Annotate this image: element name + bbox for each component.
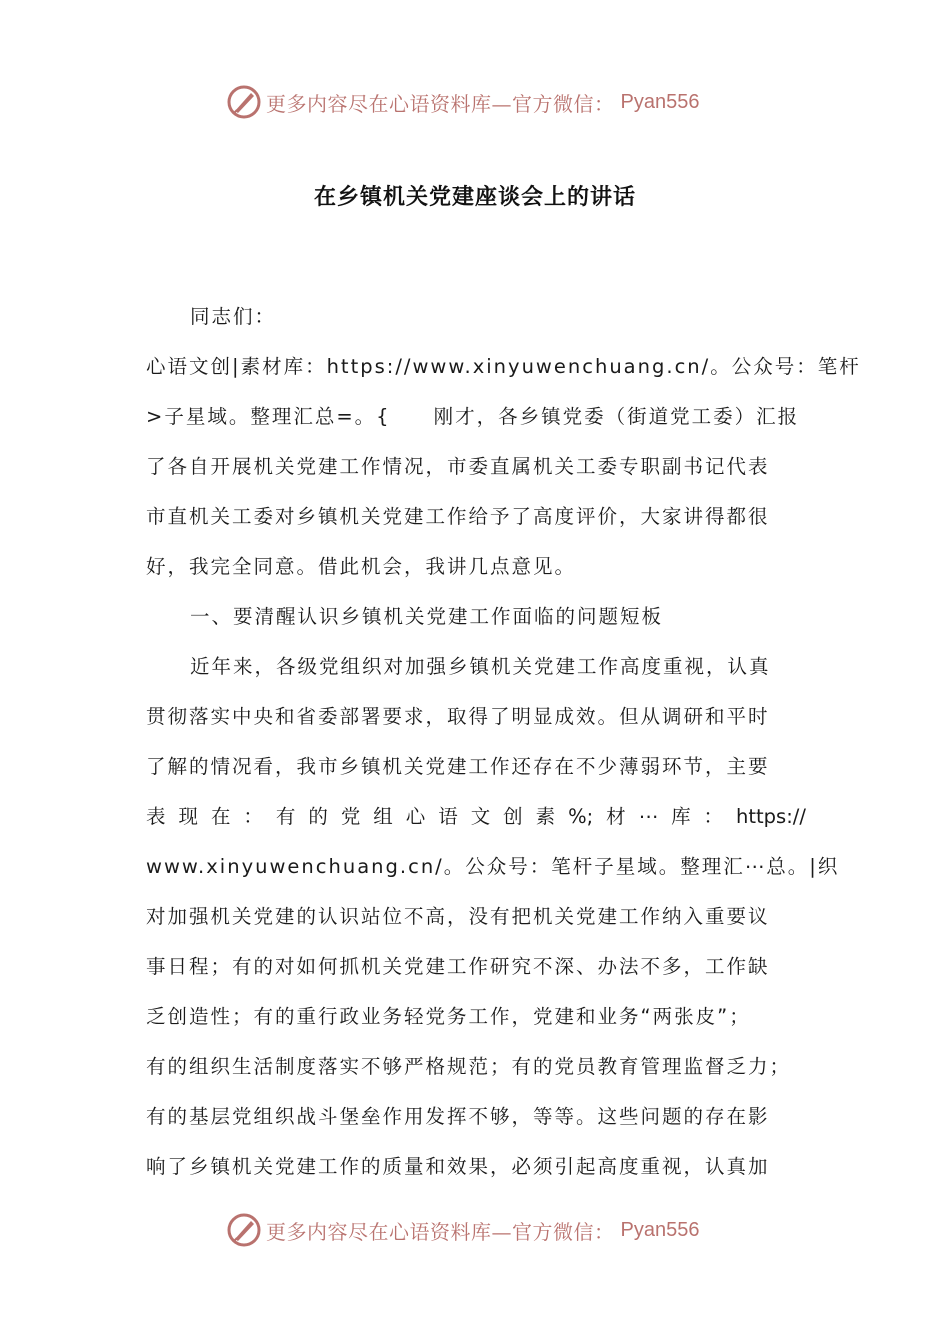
text-line: 同志们： [190,305,277,328]
text-line: 对加强机关党建的认识站位不高，没有把机关党建工作纳入重要议 [146,905,770,928]
text-line: 了各自开展机关党建工作情况，市委直属机关工委专职副书记代表 [146,455,770,478]
text-line: >子星域。整理汇总=。{ 刚才，各乡镇党委（街道党工委）汇报 [146,405,800,428]
section-heading: 一、要清醒认识乡镇机关党建工作面临的问题短板 [190,605,664,628]
char: 库 [671,805,691,828]
text-line: 有的基层党组织战斗堡垒作用发挥不够，等等。这些问题的存在影 [146,1105,770,1128]
char: 现 [178,805,198,828]
char: 材 [606,805,626,828]
text-line: 乏创造性；有的重行政业务轻党务工作，党建和业务“两张皮”； [146,1005,751,1028]
char: ： [243,805,263,828]
char: 在 [210,805,231,828]
document-title: 在乡镇机关党建座谈会上的讲话 [313,185,636,210]
text-line: 好，我完全同意。借此机会，我讲几点意见。 [146,555,577,578]
watermark-handle: Pyan556 [620,1218,700,1241]
quill-logo-icon [226,84,262,120]
char: 表 [146,805,166,828]
quill-logo-icon [226,1212,262,1248]
text-line: www.xinyuwenchuang.cn/。公众号：笔杆子星域。整理汇⋯总。|织 [146,855,840,878]
text-line: 了解的情况看，我市乡镇机关党建工作还存在不少薄弱环节，主要 [146,755,770,778]
text-line: 心语文创|素材库：https://www.xinyuwenchuang.cn/。公众号：笔杆 [146,355,861,378]
document-body [146,292,861,1192]
char: 语 [438,805,458,828]
text-line: 市直机关工委对乡镇机关党建工作给予了高度评价，大家讲得都很 [146,505,770,528]
char: %; [568,805,594,828]
char: 的 [308,805,328,828]
text-line: 近年来，各级党组织对加强乡镇机关党建工作高度重视，认真 [190,655,771,678]
text-line: 贯彻落实中央和省委部署要求，取得了明显成效。但从调研和平时 [146,705,770,728]
char: https:// [736,805,806,828]
watermark-text: 更多内容尽在心语资料库—官方微信： [266,1219,615,1244]
char: 党 [340,805,361,828]
text-line: 事日程；有的对如何抓机关党建工作研究不深、办法不多，工作缺 [146,955,770,978]
char: 心 [405,805,426,828]
text-line: 响了乡镇机关党建工作的质量和效果，必须引起高度重视，认真加 [146,1155,770,1178]
text-line: 有的组织生活制度落实不够严格规范；有的党员教育管理监督乏力； [146,1055,792,1078]
char: 有 [275,805,296,828]
watermark-banner-top [226,82,699,122]
char: ： [703,805,724,828]
watermark-banner-bottom [226,1210,699,1250]
watermark-text: 更多内容尽在心语资料库—官方微信： [266,91,615,116]
char: 组 [373,805,393,828]
char: 文 [470,805,491,828]
char: ⋯ [638,805,659,828]
watermark-handle: Pyan556 [620,90,700,113]
text-line-justified [146,792,806,842]
char: 素 [535,805,556,828]
char: 创 [503,805,523,828]
